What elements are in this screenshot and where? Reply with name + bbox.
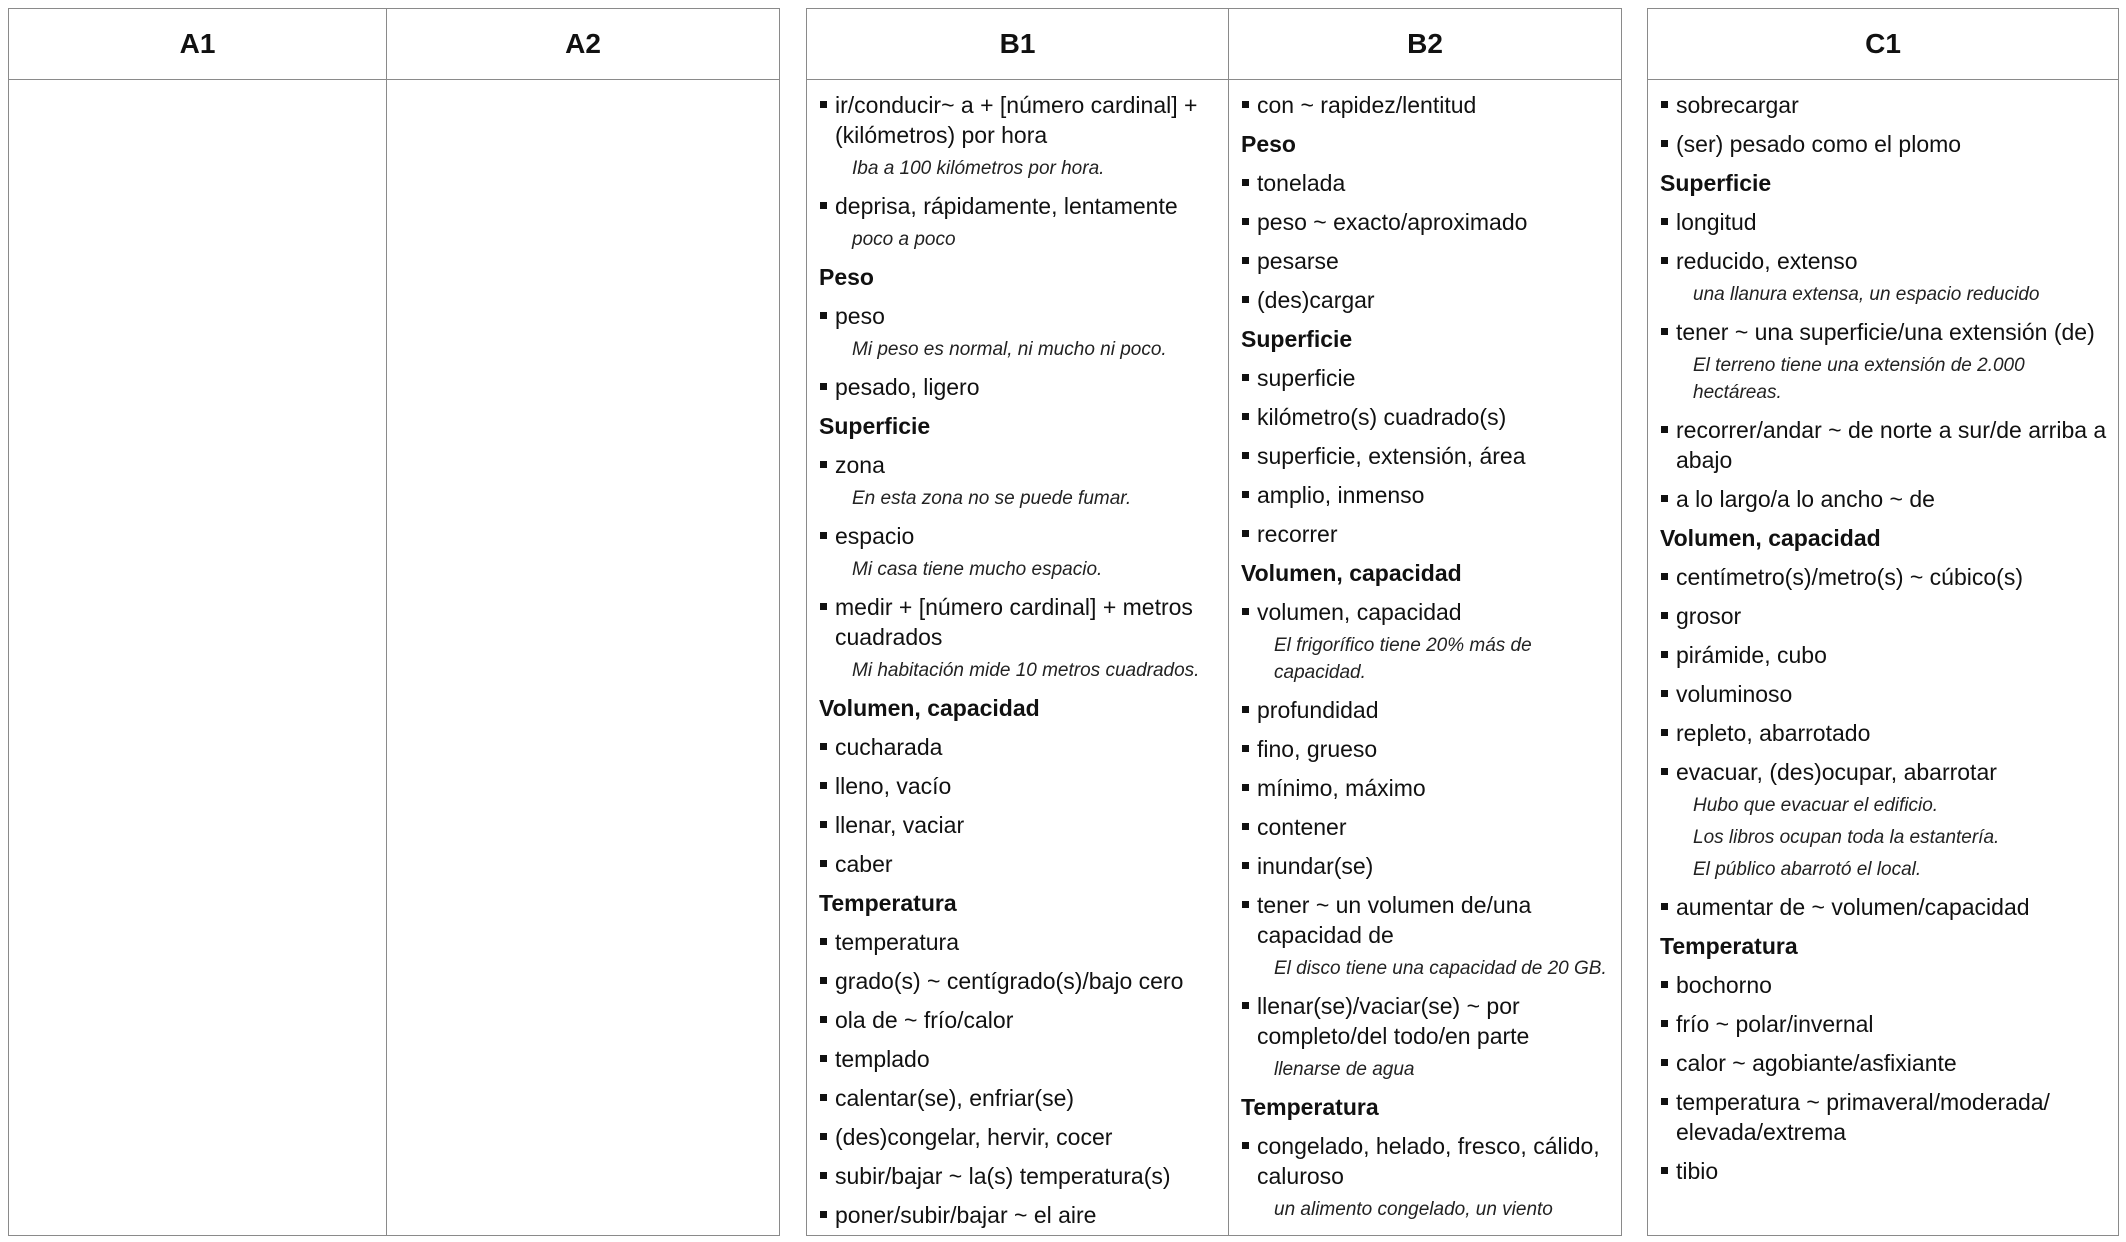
vocab-entry: superficie: [1241, 363, 1615, 393]
example-text: Mi casa tiene mucho espacio.: [852, 559, 1103, 580]
column-body-b1: [807, 80, 1228, 1235]
example-text: un alimento congelado, un viento: [1274, 1199, 1553, 1220]
vocab-entry: calor ~ agobiante/asfixiante: [1660, 1048, 2112, 1078]
example-text: llenarse de agua: [1274, 1059, 1415, 1080]
vocab-entry: inundar(se): [1241, 851, 1615, 881]
section-heading: Volumen, capacidad: [819, 695, 1040, 721]
vocab-entry: kilómetro(s) cuadrado(s): [1241, 402, 1615, 432]
column-a2: [386, 9, 779, 1235]
vocab-entry: peso ~ exacto/aproximado: [1241, 207, 1615, 237]
vocab-entry: tonelada: [1241, 168, 1615, 198]
vocab-entry: centímetro(s)/metro(s) ~ cúbico(s): [1660, 562, 2112, 592]
vocab-entry: tener ~ un volumen de/una capacidad de: [1241, 890, 1615, 950]
vocab-entry: evacuar, (des)ocupar, abarrotar: [1660, 757, 2112, 787]
vocab-entry: recorrer: [1241, 519, 1615, 549]
section-heading: Peso: [1241, 131, 1296, 157]
section-heading: Volumen, capacidad: [1241, 560, 1462, 586]
vocab-entry: ir/conducir~ a + [número cardinal] + (kilómetros) por hora: [819, 90, 1222, 150]
vocab-entry: grado(s) ~ centígrado(s)/bajo cero: [819, 966, 1222, 996]
vocab-entry: recorrer/andar ~ de norte a sur/de arriba a abajo: [1660, 415, 2112, 475]
example-text: El terreno tiene una extensión de 2.000 hectáreas.: [1693, 355, 2025, 403]
column-header-a1: A1: [9, 9, 386, 80]
vocab-entry: fino, grueso: [1241, 734, 1615, 764]
vocab-entry: amplio, inmenso: [1241, 480, 1615, 510]
vocab-entry: peso: [819, 301, 1222, 331]
vocab-entry: pirámide, cubo: [1660, 640, 2112, 670]
example-text: Mi peso es normal, ni mucho ni poco.: [852, 339, 1167, 360]
column-header-a2: A2: [387, 9, 779, 80]
vocab-entry: tibio: [1660, 1156, 2112, 1186]
vocab-entry: lleno, vacío: [819, 771, 1222, 801]
vocab-entry: frío ~ polar/invernal: [1660, 1009, 2112, 1039]
vocab-entry: voluminoso: [1660, 679, 2112, 709]
vocab-entry: caber: [819, 849, 1222, 879]
example-text: Hubo que evacuar el edificio.: [1693, 795, 1939, 816]
vocab-entry: poner/subir/bajar ~ el aire: [819, 1200, 1222, 1230]
vocab-entry: superficie, extensión, área: [1241, 441, 1615, 471]
column-header-c1: C1: [1648, 9, 2118, 80]
column-header-b2: B2: [1229, 9, 1621, 80]
column-a1: [9, 9, 386, 1235]
vocab-entry: bochorno: [1660, 970, 2112, 1000]
vocab-entry: volumen, capacidad: [1241, 597, 1615, 627]
vocab-entry: (des)congelar, hervir, cocer: [819, 1122, 1222, 1152]
vocab-entry: zona: [819, 450, 1222, 480]
vocab-entry: espacio: [819, 521, 1222, 551]
vocab-entry: a lo largo/a lo ancho ~ de: [1660, 484, 2112, 514]
vocab-entry: repleto, abarrotado: [1660, 718, 2112, 748]
vocab-entry: deprisa, rápidamente, lentamente: [819, 191, 1222, 221]
section-heading: Superficie: [1241, 326, 1353, 352]
section-heading: Volumen, capacidad: [1660, 525, 1881, 551]
vocab-entry: pesarse: [1241, 246, 1615, 276]
vocab-entry: grosor: [1660, 601, 2112, 631]
vocab-entry: temperatura: [819, 927, 1222, 957]
column-body-c1: [1648, 80, 2118, 1235]
example-text: El frigorífico tiene 20% más de capacidad.: [1274, 635, 1532, 683]
table-b: [806, 8, 1622, 1236]
example-text: Mi habitación mide 10 metros cuadrados.: [852, 660, 1200, 681]
vocab-entry: longitud: [1660, 207, 2112, 237]
section-heading: Superficie: [819, 413, 931, 439]
column-b2: [1228, 9, 1621, 1235]
vocab-entry: con ~ rapidez/lentitud: [1241, 90, 1615, 120]
vocab-entry: tener ~ una superficie/una extensión (de): [1660, 317, 2112, 347]
vocab-entry: llenar(se)/vaciar(se) ~ por completo/del todo/en parte: [1241, 991, 1615, 1051]
vocab-entry: aumentar de ~ volumen/capacidad: [1660, 892, 2112, 922]
section-heading: Peso: [819, 264, 874, 290]
vocab-entry: cucharada: [819, 732, 1222, 762]
vocab-entry: pesado, ligero: [819, 372, 1222, 402]
column-body-a1: [9, 80, 386, 1235]
section-heading: Temperatura: [1241, 1094, 1379, 1120]
section-heading: Temperatura: [819, 890, 957, 916]
vocab-entry: contener: [1241, 812, 1615, 842]
vocab-entry: llenar, vaciar: [819, 810, 1222, 840]
vocab-entry: mínimo, máximo: [1241, 773, 1615, 803]
column-body-b2: [1229, 80, 1621, 1235]
vocab-entry: medir + [número cardinal] + metros cuadrados: [819, 592, 1222, 652]
vocab-entry: templado: [819, 1044, 1222, 1074]
vocab-entry: reducido, extenso: [1660, 246, 2112, 276]
vocab-entry: sobrecargar: [1660, 90, 2112, 120]
example-text: En esta zona no se puede fumar.: [852, 488, 1132, 509]
vocab-entry: temperatura ~ primaveral/moderada/ elevada/extrema: [1660, 1087, 2112, 1147]
example-text: Iba a 100 kilómetros por hora.: [852, 158, 1105, 179]
example-text: poco a poco: [852, 229, 956, 250]
example-text: una llanura extensa, un espacio reducido: [1693, 284, 2040, 305]
vocab-entry: ola de ~ frío/calor: [819, 1005, 1222, 1035]
example-text: El público abarrotó el local.: [1693, 859, 1922, 880]
section-heading: Superficie: [1660, 170, 1772, 196]
vocab-entry: congelado, helado, fresco, cálido, caluroso: [1241, 1131, 1615, 1191]
vocab-entry: calentar(se), enfriar(se): [819, 1083, 1222, 1113]
vocab-entry: profundidad: [1241, 695, 1615, 725]
section-heading: Temperatura: [1660, 933, 1798, 959]
column-header-b1: B1: [807, 9, 1228, 80]
vocab-entry: (des)cargar: [1241, 285, 1615, 315]
column-body-a2: [387, 80, 779, 1235]
vocab-entry: subir/bajar ~ la(s) temperatura(s): [819, 1161, 1222, 1191]
example-text: Los libros ocupan toda la estantería.: [1693, 827, 2000, 848]
table-a: [8, 8, 780, 1236]
vocab-entry: (ser) pesado como el plomo: [1660, 129, 2112, 159]
column-c1: [1648, 9, 2118, 1235]
table-c: [1647, 8, 2119, 1236]
column-b1: [807, 9, 1228, 1235]
example-text: El disco tiene una capacidad de 20 GB.: [1274, 958, 1607, 979]
